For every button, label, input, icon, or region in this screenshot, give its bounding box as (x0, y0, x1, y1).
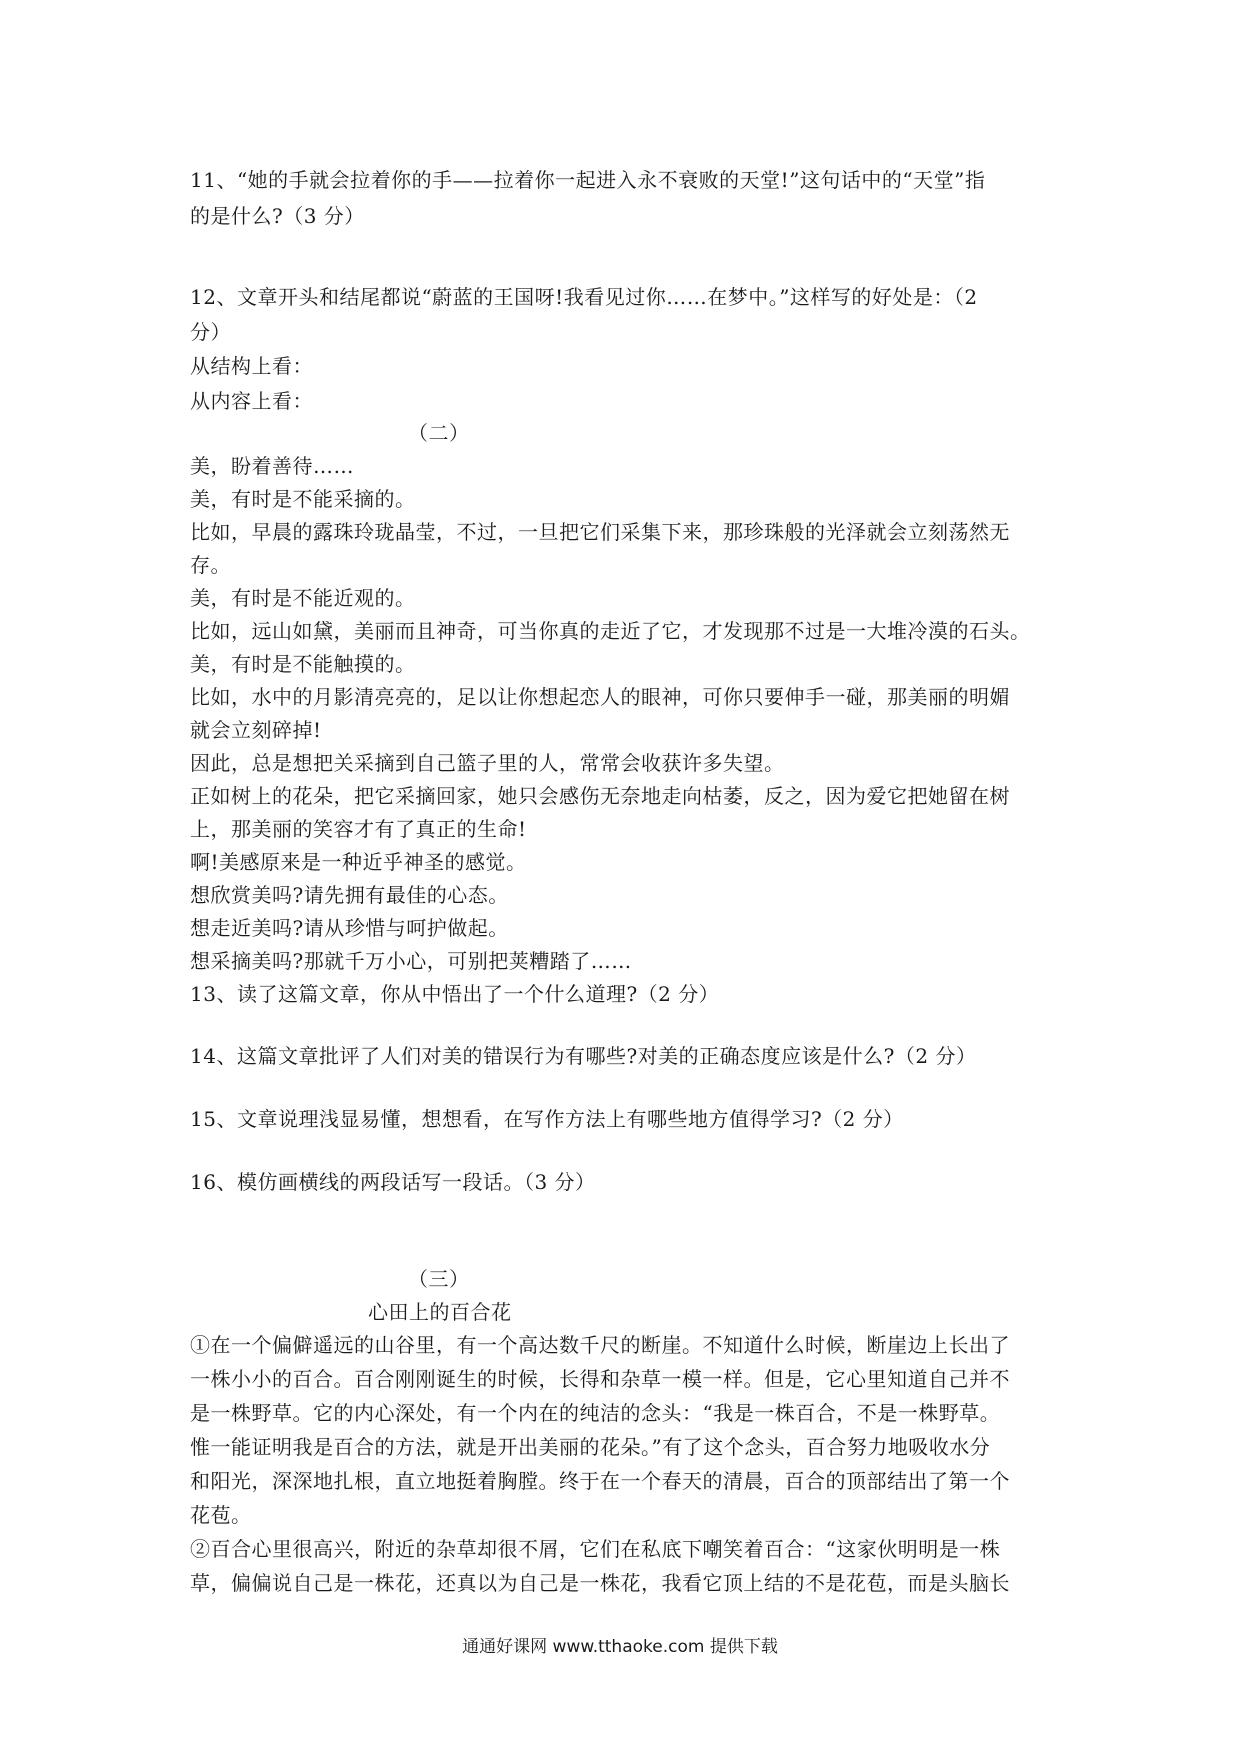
question-11-line-1: 11、“她的手就会拉着你的手——拉着你一起进入永不衰败的天堂!”这句话中的“天堂”指 (190, 168, 986, 192)
section-2-line: 比如，早晨的露珠玲珑晶莹，不过，一旦把它们采集下来，那珍珠般的光泽就会立刻荡然无 (190, 520, 1010, 544)
section-3-line: ②百合心里很高兴，附近的杂草却很不屑，它们在私底下嘲笑着百合：“这家伙明明是一株 (190, 1537, 1001, 1561)
question-12-structure: 从结构上看： (190, 354, 313, 378)
section-2-heading: （二） (408, 421, 470, 445)
section-2-line: 因此，总是想把关采摘到自己篮子里的人，常常会收获许多失望。 (190, 751, 785, 775)
question-14: 14、这篇文章批评了人们对美的错误行为有哪些?对美的正确态度应该是什么?（2 分） (190, 1044, 977, 1068)
question-13: 13、读了这篇文章，你从中悟出了一个什么道理?（2 分） (190, 982, 720, 1006)
section-2-line: 上，那美丽的笑容才有了真正的生命! (190, 817, 527, 841)
section-2-line: 美，有时是不能采摘的。 (190, 487, 416, 511)
section-2-line: 美，盼着善待…… (190, 454, 354, 478)
question-15: 15、文章说理浅显易懂，想想看，在写作方法上有哪些地方值得学习?（2 分） (190, 1107, 904, 1131)
section-3-line: 花苞。 (190, 1503, 252, 1527)
article-title: 心田上的百合花 (368, 1300, 512, 1324)
section-2-line: 啊!美感原来是一种近乎神圣的感觉。 (190, 850, 527, 874)
section-2-line: 比如，远山如黛，美丽而且神奇，可当你真的走近了它，才发现那不过是一大堆冷漠的石头。 (190, 619, 1031, 643)
section-2-line: 就会立刻碎掉! (190, 718, 322, 742)
section-3-line: 一株小小的百合。百合刚刚诞生的时候，长得和杂草一模一样。但是，它心里知道自己并不 (190, 1367, 1010, 1391)
question-11-line-2: 的是什么?（3 分） (190, 204, 365, 228)
question-12-line-2: 分） (190, 320, 231, 344)
section-2-line: 比如，水中的月影清亮亮的，足以让你想起恋人的眼神，可你只要伸手一碰，那美丽的明媚 (190, 685, 1010, 709)
section-3-line: 是一株野草。它的内心深处，有一个内在的纯洁的念头：“我是一株百合，不是一株野草。 (190, 1401, 1001, 1425)
section-2-line: 想走近美吗?请从珍惜与呵护做起。 (190, 916, 509, 940)
section-2-line: 美，有时是不能触摸的。 (190, 652, 416, 676)
section-2-line: 美，有时是不能近观的。 (190, 586, 416, 610)
section-2-line: 想采摘美吗?那就千万小心，可别把荚糟踏了…… (190, 949, 632, 973)
section-2-line: 正如树上的花朵，把它采摘回家，她只会感伤无奈地走向枯萎，反之，因为爱它把她留在树 (190, 784, 1010, 808)
section-3-line: 和阳光，深深地扎根，直立地挺着胸膛。终于在一个春天的清晨，百合的顶部结出了第一个 (190, 1469, 1010, 1493)
question-12-line-1: 12、文章开头和结尾都说“蔚蓝的王国呀!我看见过你……在梦中。”这样写的好处是：（2 (190, 285, 978, 309)
page-footer: 通通好课网 www.tthaoke.com 提供下载 (462, 1637, 778, 1657)
section-2-line: 想欣赏美吗?请先拥有最佳的心态。 (190, 883, 509, 907)
section-3-line: ①在一个偏僻遥远的山谷里，有一个高达数千尺的断崖。不知道什么时候，断崖边上长出了 (190, 1333, 1010, 1357)
section-3-line: 惟一能证明我是百合的方法，就是开出美丽的花朵。”有了这个念头，百合努力地吸收水分 (190, 1435, 991, 1459)
section-3-heading: （三） (408, 1267, 470, 1291)
question-16: 16、模仿画横线的两段话写一段话。（3 分） (190, 1170, 596, 1194)
section-2-line: 存。 (190, 553, 231, 577)
section-3-line: 草，偏偏说自己是一株花，还真以为自己是一株花，我看它顶上结的不是花苞，而是头脑长 (190, 1571, 1010, 1595)
question-12-content: 从内容上看： (190, 389, 313, 413)
